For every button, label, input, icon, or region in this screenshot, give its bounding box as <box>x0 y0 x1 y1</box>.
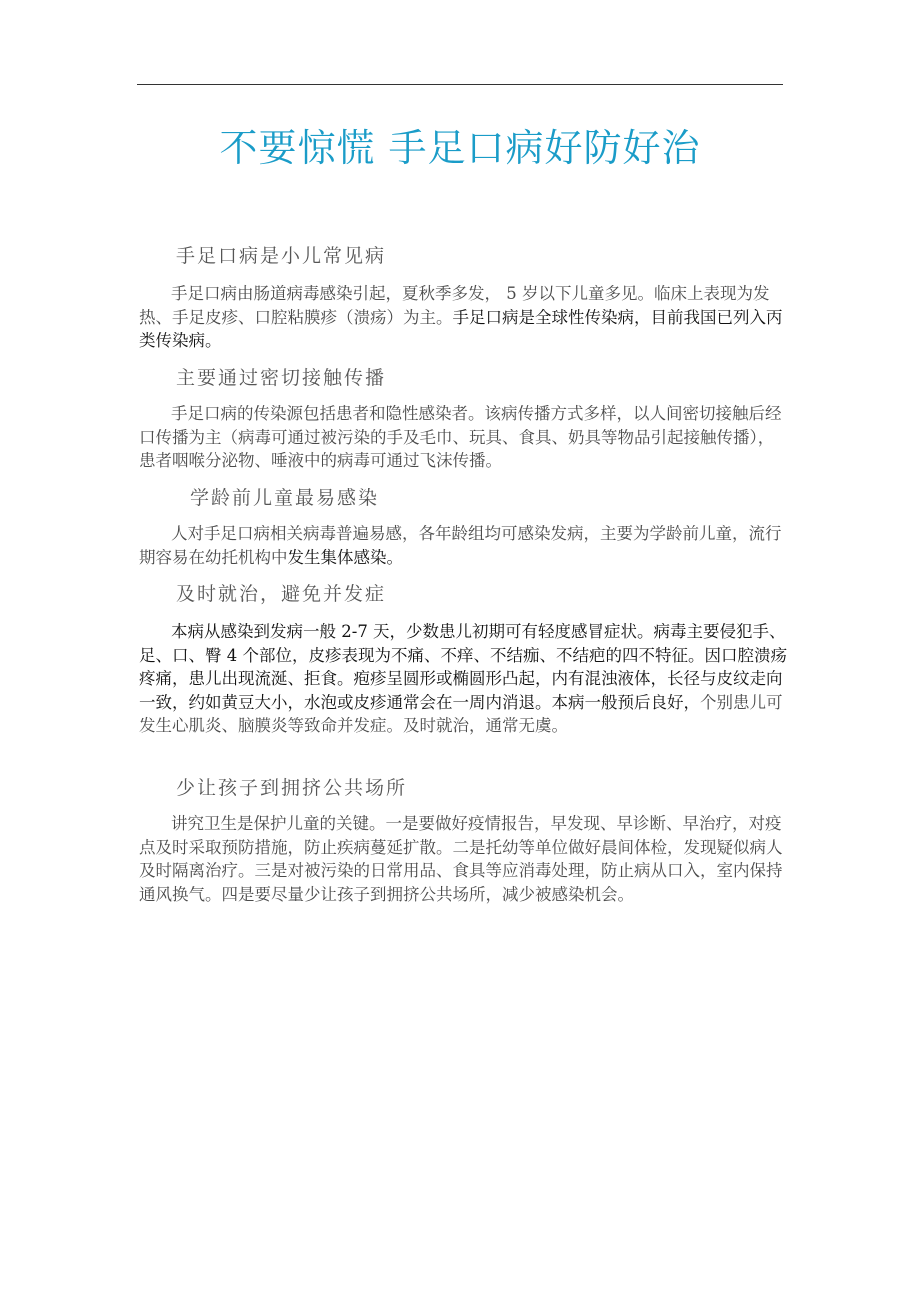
section-body-1-part-1: 手足口病由肠道病毒感染引起，夏秋季多发， 5 岁以下儿童多见。临床上表现为发热、手足皮疹、口腔粘膜疹（溃疡）为主。 <box>139 284 770 327</box>
section-body-1-part-2: 手足口病是全球性传染病，目前我国已列入丙类传染病。 <box>139 307 783 350</box>
section-body-2-part-1: 手足口病的传染源包括患者和隐性感染者。该病传播方式多样，以人间密切接触后经口传播为主（病毒可通过被污染的手及毛巾、玩具、食具、奶具等物品引起接触传播），患者咽喉分泌物、唾液中的病毒可通过飞沫传播。 <box>139 404 782 470</box>
section-heading-2: 主要通过密切接触传播 <box>176 367 387 389</box>
section-body-4-part-2: 个别患儿可发生心肌炎、脑膜炎等致命并发症。及时就治，通常无虞。 <box>139 692 783 735</box>
section-body-2 <box>139 402 789 473</box>
page-title: 不要惊慌 手足口病好防好治 <box>219 126 701 170</box>
section-body-4-part-1: 本病从感染到发病一般 2-7 天，少数患儿初期可有轻度感冒症状。病毒主要侵犯手、足、口、臀 4 个部位，皮疹表现为不痛、不痒、不结痂、不结疤的四不特征。因口腔溃疡疼痛，患儿出现流涎、拒食。疱疹呈圆形或椭圆形凸起，内有混浊液体，长径与皮纹走向一致，约如黄豆大小，水泡或皮疹通常会在一周内消退。本病一般预后良好， <box>139 622 787 712</box>
section-body-5-part-1: 讲究卫生是保护儿童的关键。一是要做好疫情报告，早发现、早诊断、早治疗，对疫点及时采取预防措施，防止疾病蔓延扩散。二是托幼等单位做好晨间体检，发现疑似病人及时隔离治疗。三是对被污染的日常用品、食具等应消毒处理，防止病从口入，室内保持通风换气。四是要尽量少让孩子到拥挤公共场所，减少被感染机会。 <box>139 814 783 904</box>
section-body-3-part-2: 发生集体感染。 <box>287 547 403 567</box>
section-body-3-part-1: 人对手足口病相关病毒普遍易感，各年龄组均可感染发病，主要为学龄前儿童，流行期容易在幼托机构中 <box>139 524 782 567</box>
section-heading-4: 及时就治，避免并发症 <box>176 583 387 605</box>
section-body-3 <box>139 522 789 569</box>
section-heading-3: 学龄前儿童最易感染 <box>190 487 380 509</box>
section-heading-5: 少让孩子到拥挤公共场所 <box>176 777 408 799</box>
section-body-4 <box>139 620 789 738</box>
section-heading-1: 手足口病是小儿常见病 <box>176 245 387 267</box>
section-body-5 <box>139 812 789 906</box>
section-body-1 <box>139 282 789 353</box>
top-rule <box>137 84 783 85</box>
